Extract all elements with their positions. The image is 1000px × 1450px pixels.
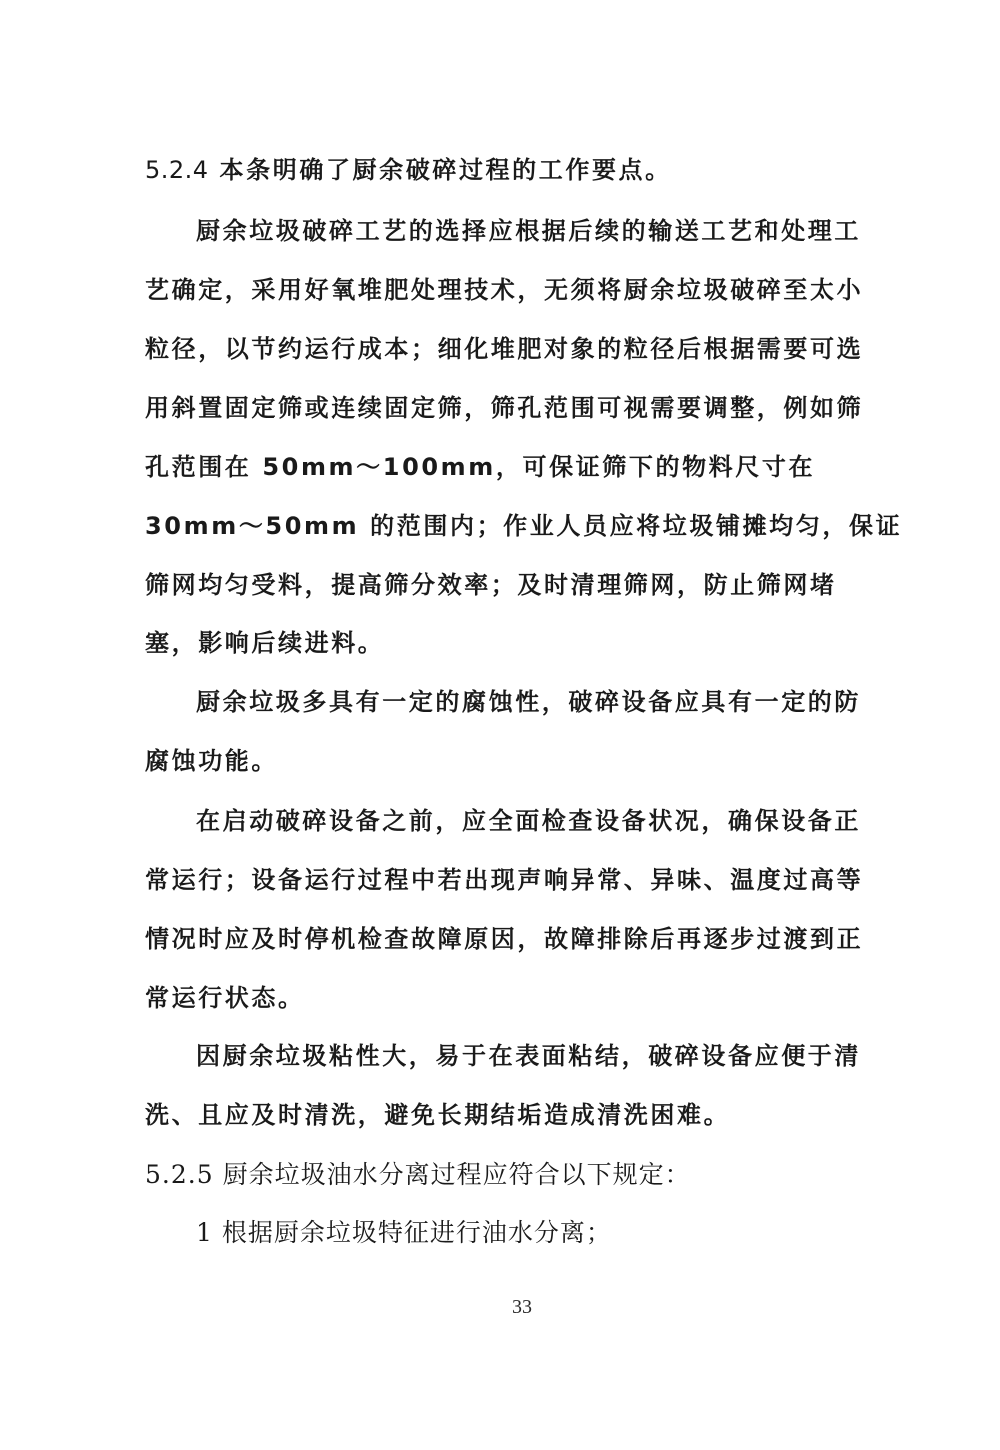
- section-title: 本条明确了厨余破碎过程的工作要点。: [219, 156, 672, 184]
- section-title: 厨余垃圾油水分离过程应符合以下规定：: [222, 1160, 691, 1189]
- paragraph-line: 情况时应及时停机检查故障原因，故障排除后再逐步过渡到正: [145, 925, 864, 953]
- page-number: 33: [512, 1296, 532, 1318]
- paragraph-line: 常运行；设备运行过程中若出现声响异常、异味、温度过高等: [145, 866, 864, 894]
- paragraph-line: 粒径，以节约运行成本；细化堆肥对象的粒径后根据需要可选: [145, 335, 864, 363]
- section-number: 5.2.5: [145, 1160, 214, 1189]
- list-item: 1 根据厨余垃圾特征进行油水分离；: [196, 1218, 612, 1247]
- paragraph-line: 厨余垃圾多具有一定的腐蚀性，破碎设备应具有一定的防: [196, 688, 861, 716]
- section-number: 5.2.4: [145, 156, 209, 184]
- section-5-2-4-heading: [145, 155, 860, 185]
- paragraph-line: 孔范围在 50mm～100mm，可保证筛下的物料尺寸在: [145, 453, 816, 481]
- paragraph-line: 塞，影响后续进料。: [145, 629, 385, 657]
- paragraph-line: 腐蚀功能。: [145, 747, 278, 775]
- paragraph-line: 筛网均匀受料，提高筛分效率；及时清理筛网，防止筛网堵: [145, 571, 837, 599]
- paragraph-line: 常运行状态。: [145, 984, 305, 1012]
- paragraph-line: 30mm～50mm 的范围内；作业人员应将垃圾铺摊均匀，保证: [145, 512, 903, 540]
- paragraph-line: 洗、且应及时清洗，避免长期结垢造成清洗困难。: [145, 1101, 731, 1129]
- paragraph-line: 在启动破碎设备之前，应全面检查设备状况，确保设备正: [196, 807, 861, 835]
- paragraph-line: 因厨余垃圾粘性大，易于在表面粘结，破碎设备应便于清: [196, 1042, 861, 1070]
- paragraph-line: 厨余垃圾破碎工艺的选择应根据后续的输送工艺和处理工: [196, 217, 861, 245]
- section-5-2-5-heading: [145, 1160, 860, 1190]
- paragraph-line: 用斜置固定筛或连续固定筛，筛孔范围可视需要调整，例如筛: [145, 394, 864, 422]
- paragraph-line: 艺确定，采用好氧堆肥处理技术，无须将厨余垃圾破碎至太小: [145, 276, 864, 304]
